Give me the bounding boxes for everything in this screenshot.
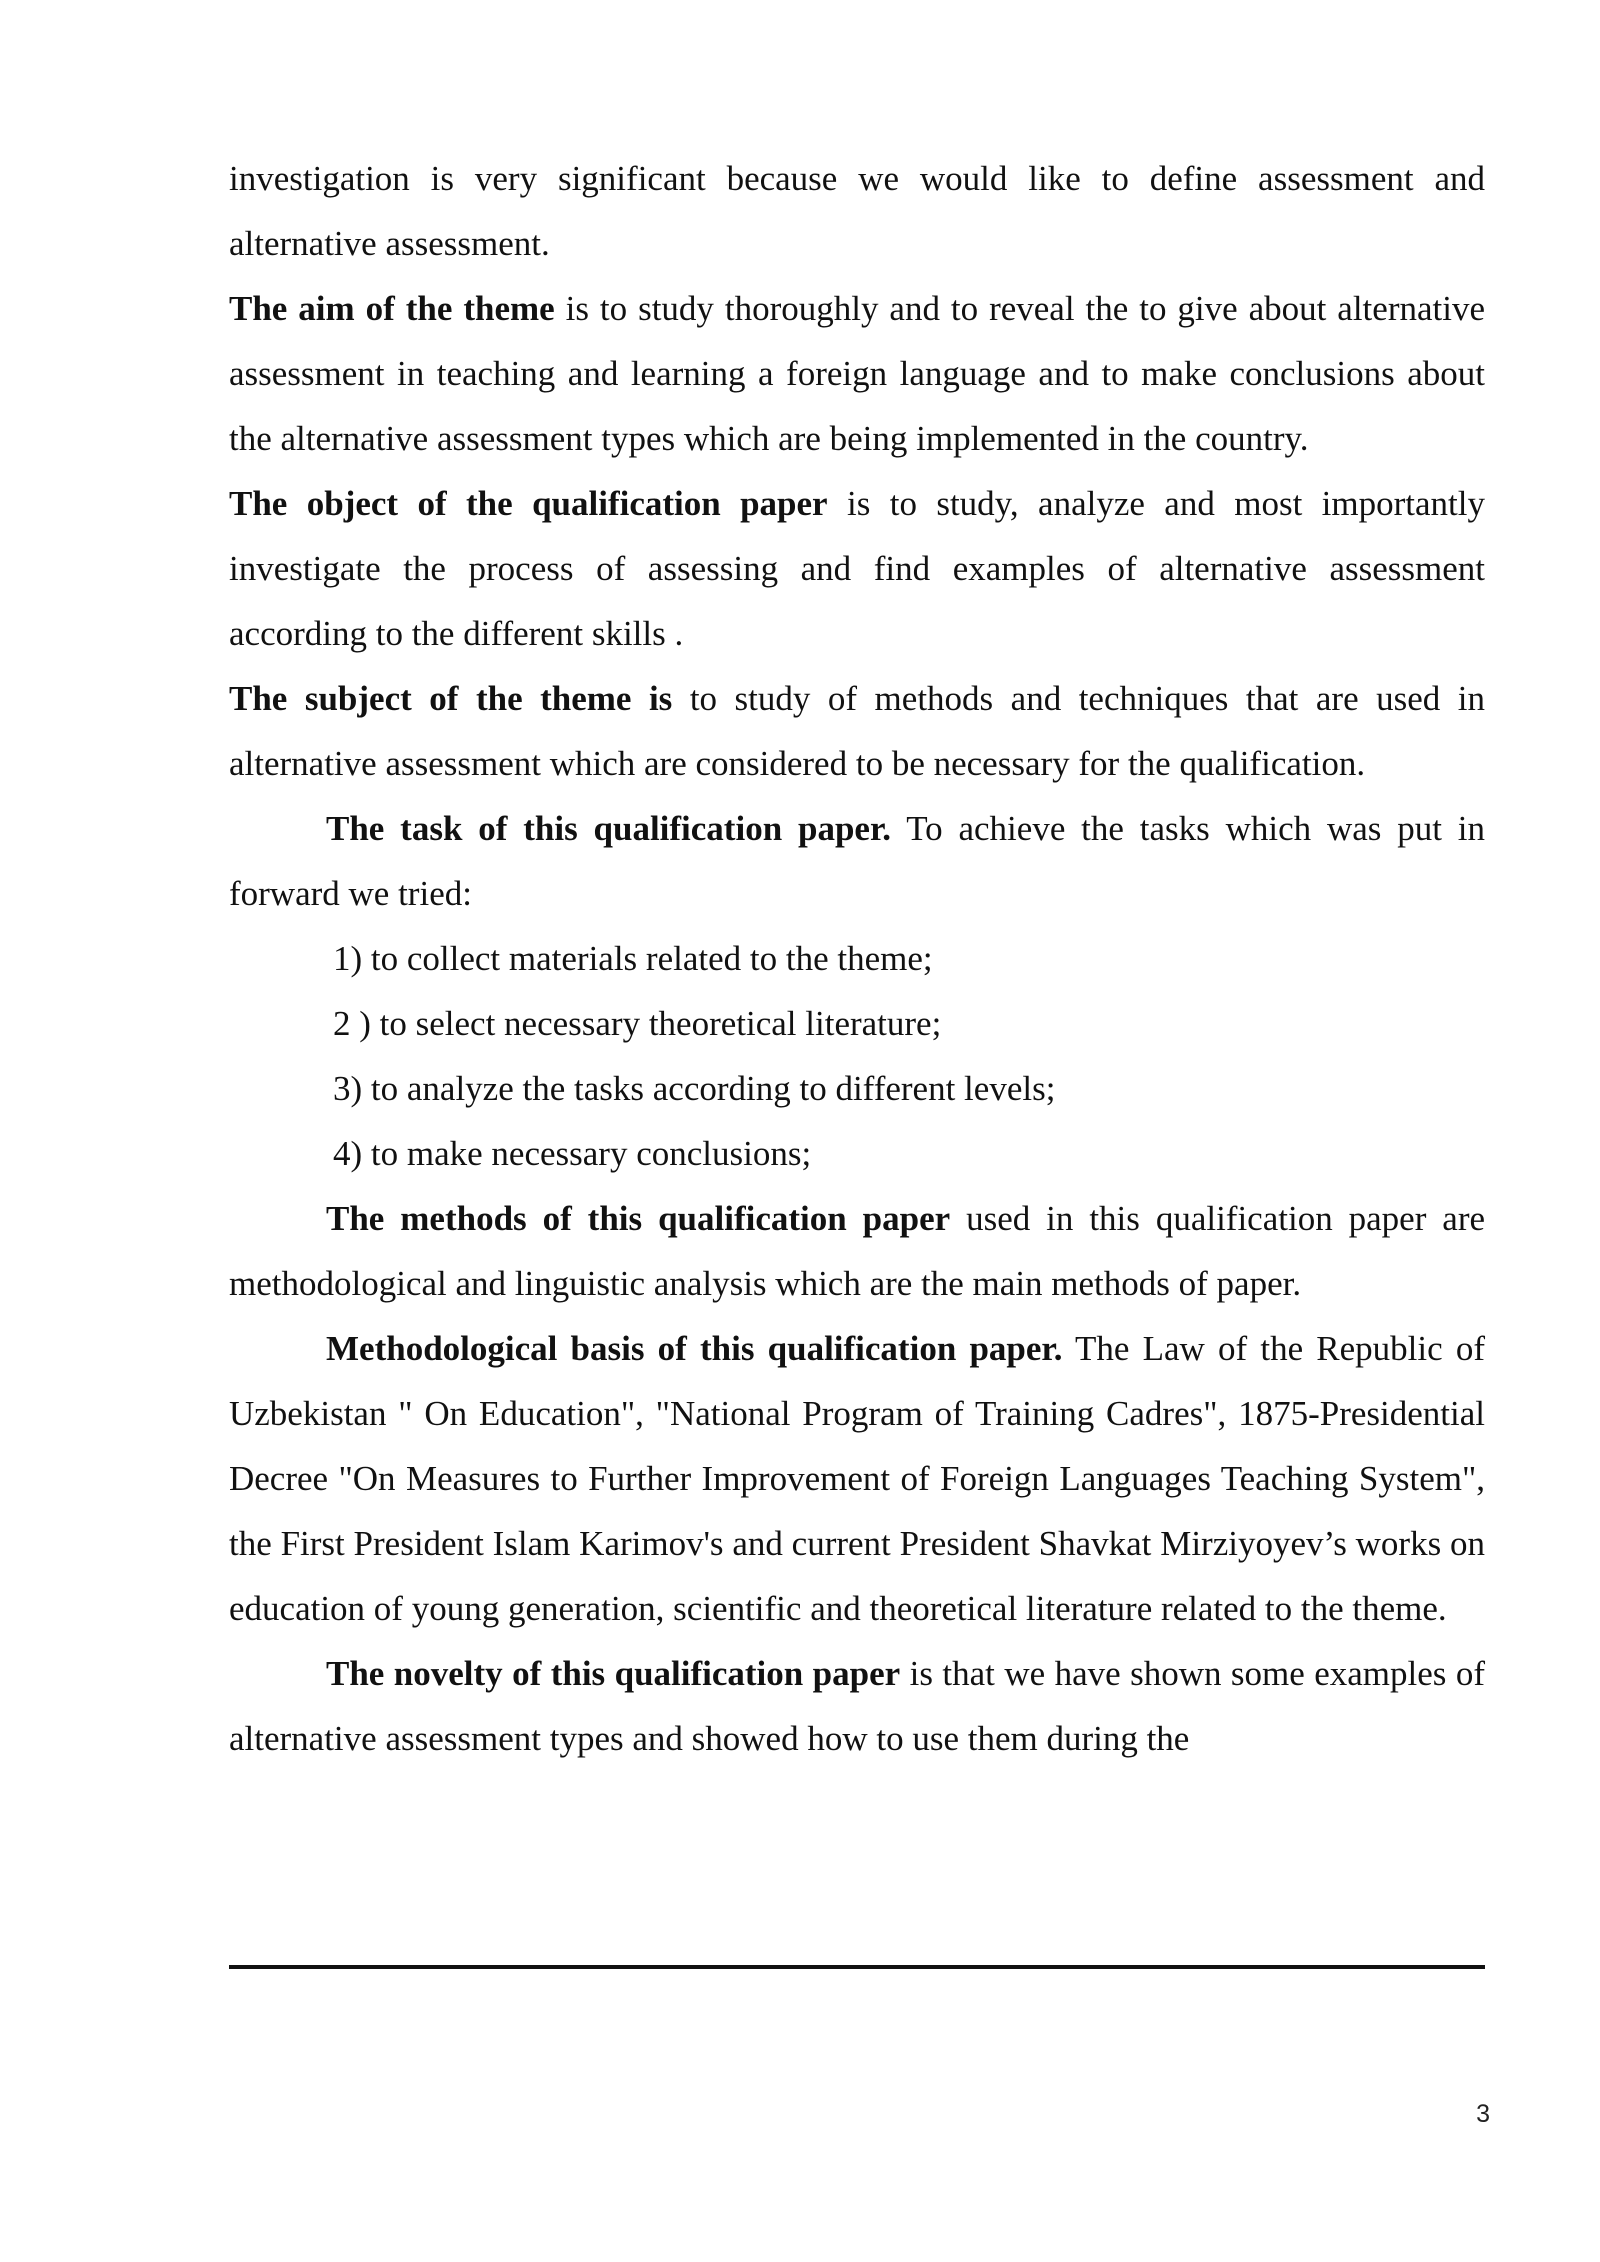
paragraph-aim xyxy=(229,276,1485,471)
document-body xyxy=(229,146,1485,1771)
task-list-item: 1) to collect materials related to the theme; xyxy=(333,939,933,978)
paragraph-methods xyxy=(229,1186,1485,1316)
paragraph-subject-text: to study of methods and techniques that are used in alternative assessment which are considered to be necessary for the qualification. xyxy=(229,679,1485,783)
task-list-item: 4) to make necessary conclusions; xyxy=(333,1134,812,1173)
paragraph-intro xyxy=(229,146,1485,276)
footer-rule xyxy=(229,1965,1485,1969)
paragraph-task-text: To achieve the tasks which was put in forward we tried: xyxy=(229,809,1485,913)
paragraph-object xyxy=(229,471,1485,666)
paragraph-basis-text: The Law of the Republic of Uzbekistan " On Education", "National Program of Training Cadres", 1875-Presidential Decree "On Measures to Further Improvement of Foreign Languages Teaching System", the First President Islam Karimov's and current President Shavkat Mirziyoyev’s works on education of young generation, scientific and theoretical literature related to the theme. xyxy=(229,1329,1485,1628)
task-list xyxy=(229,926,1485,1186)
paragraph-task xyxy=(229,796,1485,926)
paragraph-subject xyxy=(229,666,1485,796)
paragraph-basis xyxy=(229,1316,1485,1641)
paragraph-methods-heading: The methods of this qualification paper xyxy=(326,1199,951,1238)
paragraph-basis-heading: Methodological basis of this qualification paper. xyxy=(326,1329,1063,1368)
task-list-item: 3) to analyze the tasks according to different levels; xyxy=(333,1069,1056,1108)
paragraph-aim-text: is to study thoroughly and to reveal the to give about alternative assessment in teaching and learning a foreign language and to make conclusions about the alternative assessment types which are being implemented in the country. xyxy=(229,289,1485,458)
paragraph-object-text: is to study, analyze and most importantly investigate the process of assessing and find examples of alternative assessment according to the different skills . xyxy=(229,484,1485,653)
paragraph-novelty xyxy=(229,1641,1485,1771)
paragraph-task-heading: The task of this qualification paper. xyxy=(326,809,892,848)
paragraph-novelty-heading: The novelty of this qualification paper xyxy=(326,1654,901,1693)
page-number: 3 xyxy=(1476,2100,1490,2128)
task-list-item: 2 ) to select necessary theoretical literature; xyxy=(333,1004,942,1043)
paragraph-intro-text: investigation is very significant because we would like to define assessment and alternative assessment. xyxy=(229,159,1485,263)
paragraph-subject-heading: The subject of the theme is xyxy=(229,679,673,718)
paragraph-aim-heading: The aim of the theme xyxy=(229,289,555,328)
paragraph-object-heading: The object of the qualification paper xyxy=(229,484,828,523)
paragraph-novelty-text: is that we have shown some examples of alternative assessment types and showed how to use them during the xyxy=(229,1654,1486,1758)
paragraph-methods-text: used in this qualification paper are methodological and linguistic analysis which are the main methods of paper. xyxy=(229,1199,1486,1303)
